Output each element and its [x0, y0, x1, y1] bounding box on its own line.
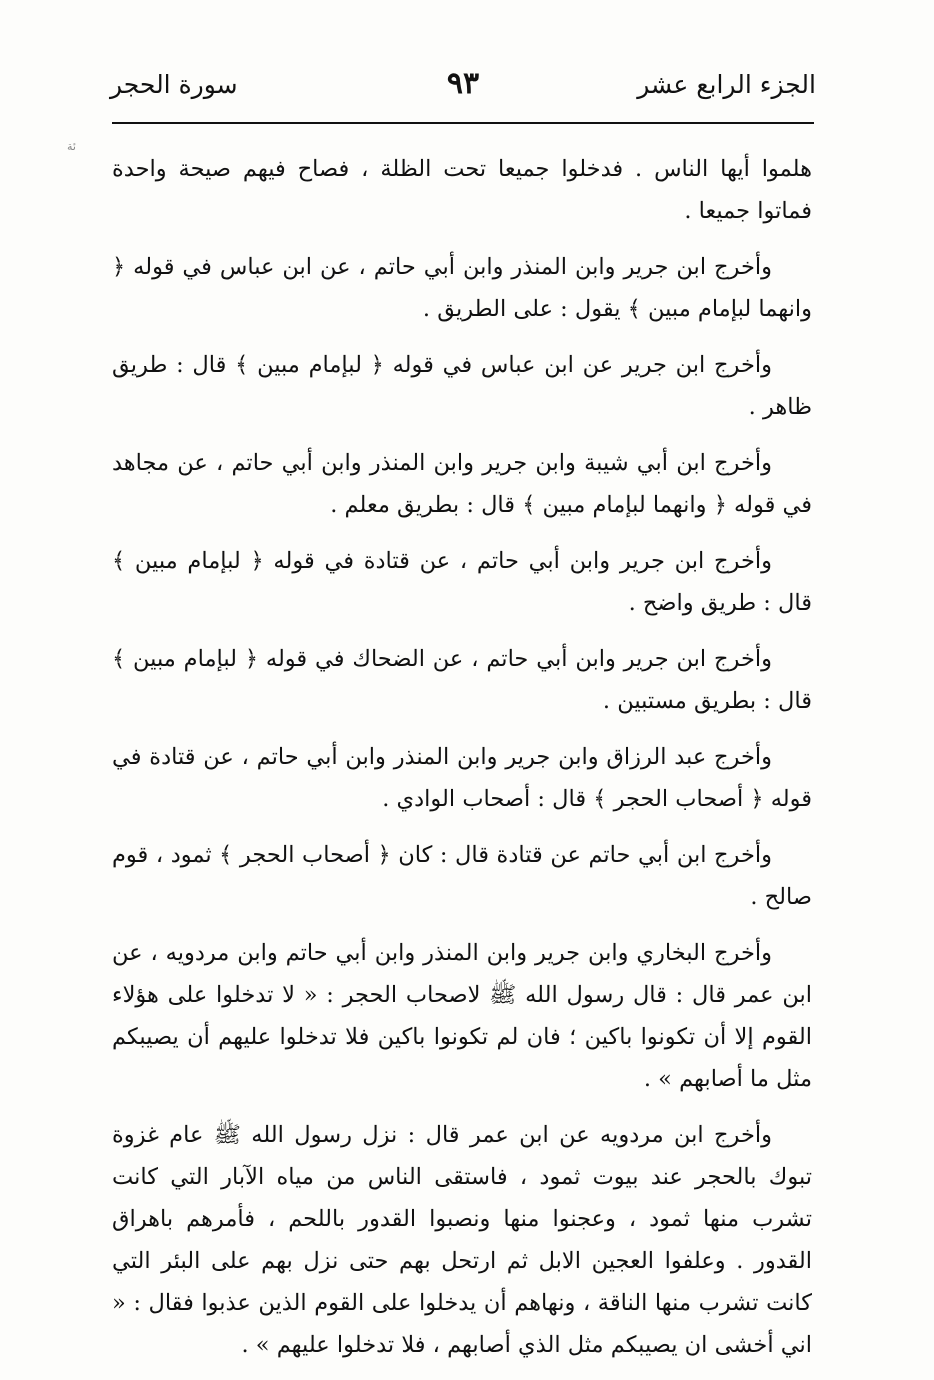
paragraph: وأخرج ابن أبي حاتم عن قتادة قال : كان ﴿ أصحاب الحجر ﴾ ثمود ، قوم صالح .	[112, 842, 812, 910]
paragraph: وأخرج ابن مردويه عن ابن عمر قال : نزل رسول الله ﷺ عام غزوة تبوك بالحجر عند بيوت ثمود ، فاستقى الناس من مياه الآبار التي كانت تشرب منها ثمود ، وعجنوا منها ونصبوا القدور باللحم ، فأمرهم باهراق القدور . وعلفوا العجين الابل ثم ارتحل بهم حتى نزل بهم على البئر التي كانت تشرب منها الناقة ، ونهاهم أن يدخلوا على القوم الذين عذبوا فقال : « اني أخشى ان يصيبكم مثل الذي أصابهم ، فلا تدخلوا عليهم » .	[112, 1122, 812, 1358]
header-rule	[112, 122, 814, 124]
paragraph: هلموا أيها الناس . فدخلوا جميعا تحت الظلة ، فصاح فيهم صيحة واحدة فماتوا جميعا .	[112, 156, 812, 224]
paragraph: وأخرج عبد الرزاق وابن جرير وابن المنذر وابن أبي حاتم ، عن قتادة في قوله ﴿ أصحاب الحجر ﴾ قال : أصحاب الوادي .	[112, 744, 812, 812]
paragraph: وأخرج ابن جرير وابن أبي حاتم ، عن الضحاك في قوله ﴿ لبإمام مبين ﴾ قال : بطريق مستبين .	[112, 646, 812, 714]
margin-note: ئة	[67, 140, 76, 153]
paragraph: وأخرج البخاري وابن جرير وابن المنذر وابن أبي حاتم وابن مردويه ، عن ابن عمر قال : قال رسول الله ﷺ لاصحاب الحجر : « لا تدخلوا على هؤلاء القوم إلا أن تكونوا باكين ؛ فان لم تكونوا باكين فلا تدخلوا عليهم أن يصيبكم مثل ما أصابهم » .	[112, 940, 812, 1092]
body-text	[112, 148, 812, 1380]
paragraph: وأخرج ابن جرير وابن أبي حاتم ، عن قتادة في قوله ﴿ لبإمام مبين ﴾ قال : طريق واضح .	[112, 548, 812, 616]
paragraph: وأخرج ابن أبي شيبة وابن جرير وابن المنذر وابن أبي حاتم ، عن مجاهد في قوله ﴿ وانهما لبإمام مبين ﴾ قال : بطريق معلم .	[112, 450, 812, 518]
part-label: الجزء الرابع عشر	[637, 70, 816, 99]
paragraph: وأخرج ابن جرير عن ابن عباس في قوله ﴿ لبإمام مبين ﴾ قال : طريق ظاهر .	[112, 352, 812, 420]
surah-label: سورة الحجر	[110, 70, 238, 99]
page-header	[110, 66, 816, 116]
paragraph: وأخرج ابن جرير وابن المنذر وابن أبي حاتم ، عن ابن عباس في قوله ﴿ وانهما لبإمام مبين ﴾ يقول : على الطريق .	[112, 254, 812, 322]
page-number: ٩٣	[446, 66, 480, 101]
